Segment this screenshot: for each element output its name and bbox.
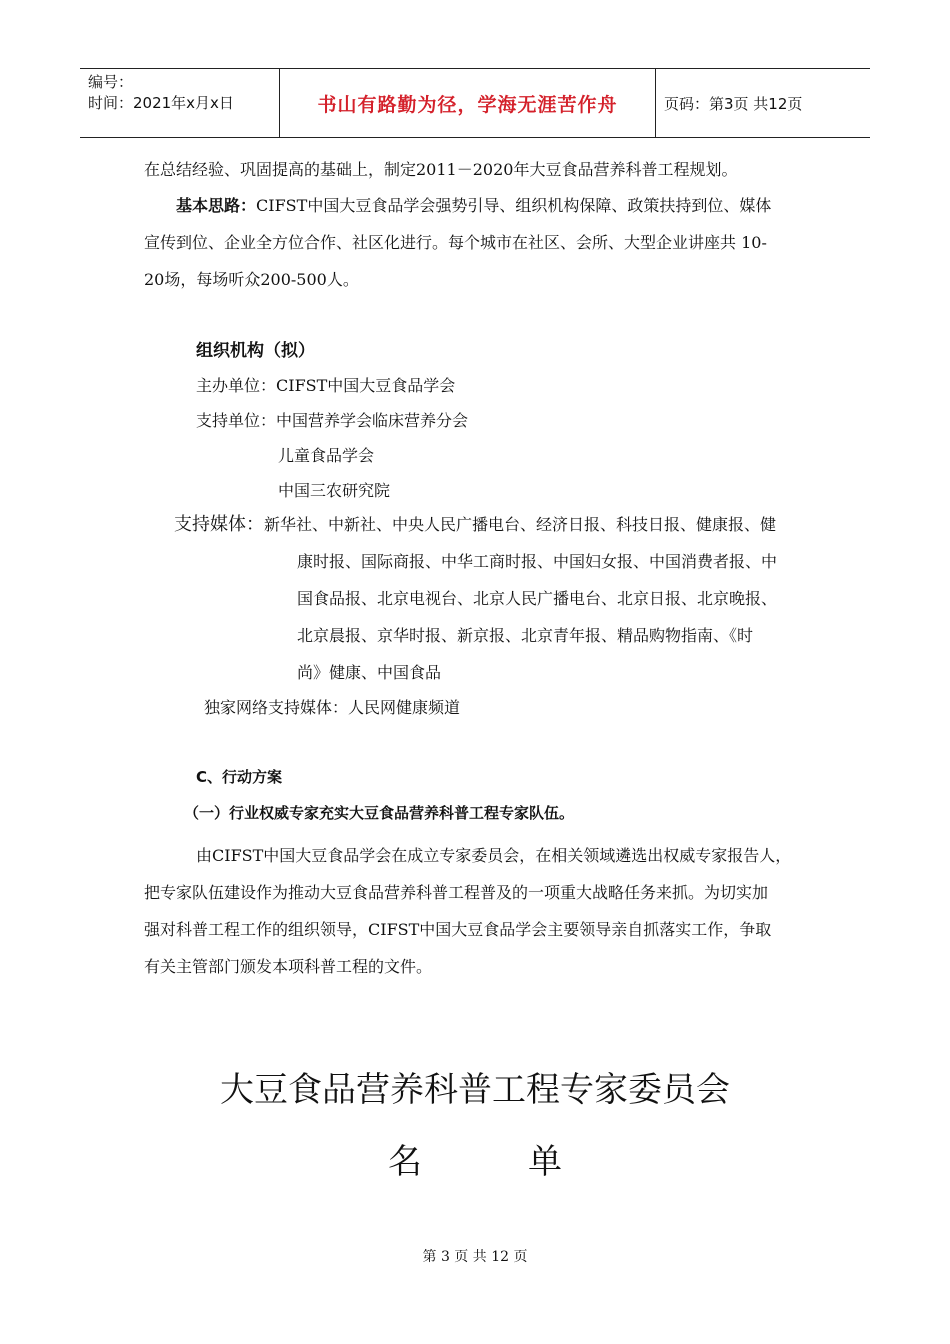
media-line-5: 尚》健康、中国食品	[297, 663, 442, 682]
org-support-2: 儿童食品学会	[278, 446, 375, 465]
media-line-3: 国食品报、北京电视台、北京人民广播电台、北京日报、北京晚报、	[297, 589, 778, 608]
org-host: 主办单位：CIFST中国大豆食品学会	[196, 376, 456, 395]
header-meta	[80, 69, 280, 137]
org-support-3: 中国三农研究院	[278, 481, 391, 500]
media-line-4: 北京晨报、京华时报、新京报、北京青年报、精品购物指南、《时	[297, 626, 754, 645]
basic-approach-line-1	[176, 196, 771, 216]
basic-approach-line-2: 宣传到位、企业全方位合作、社区化进行。每个城市在社区、会所、大型企业讲座共 10-	[144, 233, 767, 252]
action-paragraph-line-3: 强对科普工程工作的组织领导，CIFST中国大豆食品学会主要领导亲自抓落实工作，争取	[144, 920, 772, 939]
committee-list-char-2: 单	[528, 1142, 562, 1182]
action-paragraph-line-4: 有关主管部门颁发本项科普工程的文件。	[144, 957, 433, 976]
header-time: 时间：2021年x月x日	[88, 94, 234, 112]
online-media: 独家网络支持媒体：人民网健康频道	[204, 698, 461, 717]
action-subtitle: （一）行业权威专家充实大豆食品营养科普工程专家队伍。	[184, 804, 575, 822]
org-support-1: 支持单位：中国营养学会临床营养分会	[196, 411, 469, 430]
page-footer: 第 3 页 共 12 页	[422, 1249, 528, 1265]
committee-list-char-1: 名	[388, 1142, 422, 1182]
action-paragraph-line-1: 由CIFST中国大豆食品学会在成立专家委员会，在相关领域遴选出权威专家报告人，	[196, 846, 792, 865]
action-title: C、行动方案	[196, 768, 283, 786]
header-serial: 编号：	[88, 73, 134, 91]
page-header	[80, 68, 870, 138]
media-line-2: 康时报、国际商报、中华工商时报、中国妇女报、中国消费者报、中	[297, 552, 778, 571]
media-label: 支持媒体：	[174, 514, 264, 535]
org-title: 组织机构（拟）	[196, 341, 315, 361]
basic-approach-text-1: CIFST中国大豆食品学会强势引导、组织机构保障、政策扶持到位、媒体	[256, 196, 772, 215]
intro-line: 在总结经验、巩固提高的基础上，制定2011－2020年大豆食品营养科普工程规划。	[144, 160, 738, 179]
header-page-number: 页码：第3页 共12页	[664, 94, 803, 113]
basic-approach-line-3: 20场，每场听众200-500人。	[144, 270, 359, 289]
basic-approach-label: 基本思路：	[176, 196, 257, 215]
action-paragraph-line-2: 把专家队伍建设作为推动大豆食品营养科普工程普及的一项重大战略任务来抓。为切实加	[144, 883, 769, 902]
header-motto: 书山有路勤为径，学海无涯苦作舟	[280, 69, 656, 137]
media-text-1: 新华社、中新社、中央人民广播电台、经济日报、科技日报、健康报、健	[264, 515, 777, 534]
committee-title: 大豆食品营养科普工程专家委员会	[220, 1070, 730, 1110]
media-line-1	[174, 515, 776, 535]
